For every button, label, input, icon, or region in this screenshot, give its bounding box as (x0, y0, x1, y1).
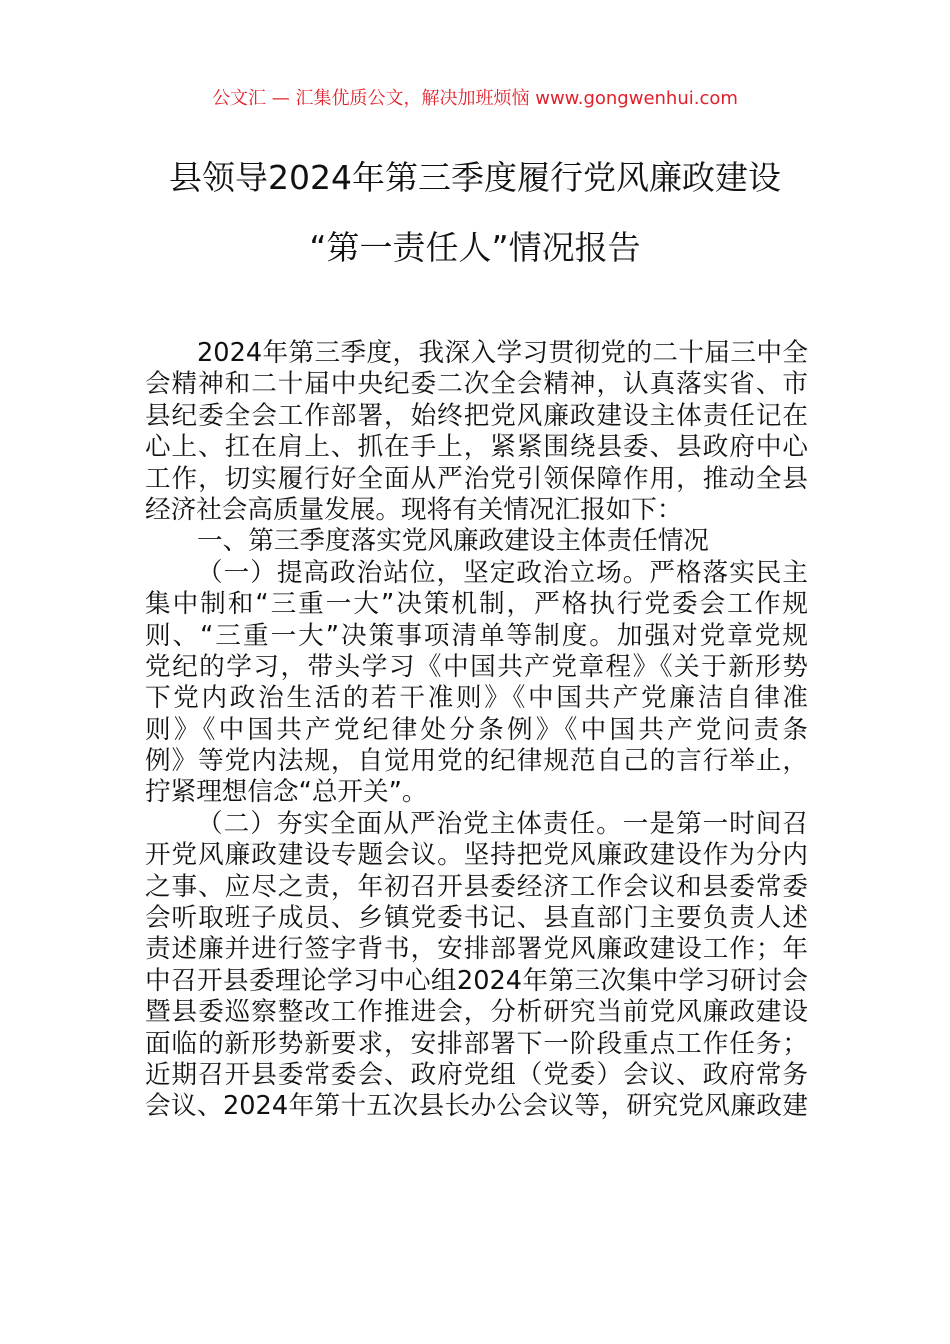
paragraph-line: 面临的新形势新要求，安排部署下一阶段重点工作任务； (145, 1028, 808, 1059)
paragraph-line: 中召开县委理论学习中心组2024年第三次集中学习研讨会 (145, 965, 808, 996)
paragraph-line: 党纪的学习，带头学习《中国共产党章程》《关于新形势 (145, 651, 808, 682)
paragraph-line: 工作，切实履行好全面从严治党引领保障作用，推动全县 (145, 463, 808, 494)
paragraph-line: 责述廉并进行签字背书，安排部署党风廉政建设工作；年 (145, 934, 808, 965)
paragraph-line: 则、“三重一大”决策事项清单等制度。加强对党章党规 (145, 620, 808, 651)
paragraph-line: 2024年第三季度，我深入学习贯彻党的二十届三中全 (197, 338, 808, 368)
paragraph-line: 下党内政治生活的若干准则》《中国共产党廉洁自律准 (145, 683, 808, 714)
document-title-line-2: “第一责任人”情况报告 (309, 228, 641, 267)
paragraph-line: 开党风廉政建设专题会议。坚持把党风廉政建设作为分内 (145, 840, 808, 871)
paragraph-line: 则》《中国共产党纪律处分条例》《中国共产党问责条 (145, 714, 808, 745)
paragraph-line: 会议、2024年第十五次县长办公会议等，研究党风廉政建 (145, 1091, 808, 1122)
paragraph-line: 暨县委巡察整改工作推进会，分析研究当前党风廉政建设 (145, 997, 808, 1028)
paragraph-line: 经济社会高质量发展。现将有关情况汇报如下： (145, 494, 683, 525)
section-heading: 一、第三季度落实党风廉政建设主体责任情况 (197, 526, 709, 557)
watermark-header: 公文汇 — 汇集优质公文，解决加班烦恼 www.gongwenhui.com (212, 88, 738, 109)
paragraph-line: 之事、应尽之责，年初召开县委经济工作会议和县委常委 (145, 871, 808, 902)
document-title-line-1: 县领导2024年第三季度履行党风廉政建设 (169, 158, 781, 197)
paragraph-line: 县纪委全会工作部署，始终把党风廉政建设主体责任记在 (145, 400, 808, 431)
paragraph-line: 近期召开县委常委会、政府党组（党委）会议、政府常务 (145, 1059, 808, 1090)
paragraph-line: 集中制和“三重一大”决策机制，严格执行党委会工作规 (145, 589, 808, 620)
paragraph-line: （二）夯实全面从严治党主体责任。一是第一时间召 (197, 808, 808, 839)
paragraph-line: 拧紧理想信念“总开关”。 (145, 777, 428, 808)
paragraph-line: 会听取班子成员、乡镇党委书记、县直部门主要负责人述 (145, 903, 808, 934)
paragraph-line: （一）提高政治站位，坚定政治立场。严格落实民主 (197, 557, 808, 588)
paragraph-line: 心上、扛在肩上、抓在手上，紧紧围绕县委、县政府中心 (145, 432, 808, 463)
paragraph-line: 例》等党内法规，自觉用党的纪律规范自己的言行举止， (145, 746, 808, 777)
paragraph-line: 会精神和二十届中央纪委二次全会精神，认真落实省、市 (145, 369, 808, 400)
document-body (145, 338, 808, 1123)
